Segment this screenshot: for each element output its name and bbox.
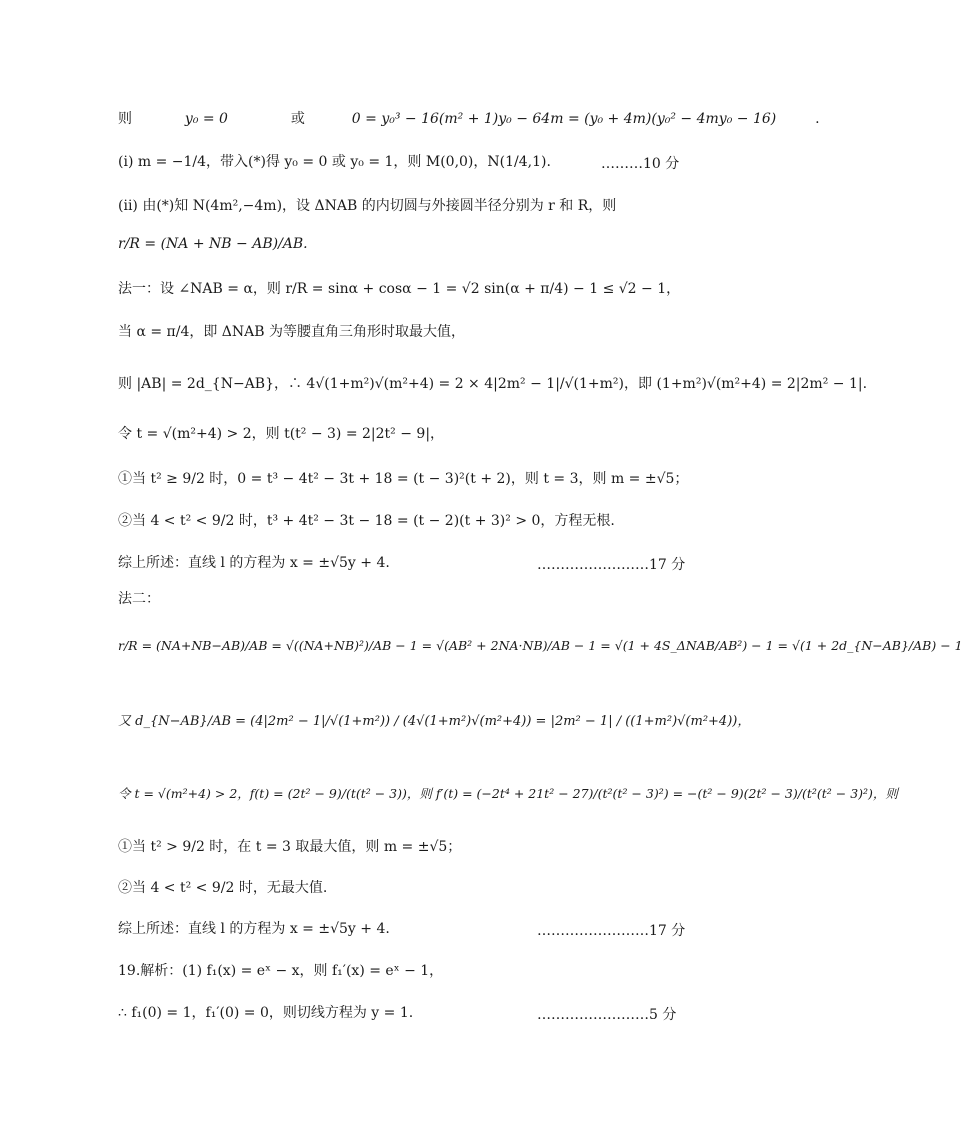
conclusion-1-text: 综上所述：直线 l 的方程为 x = ±√5y + 4.	[118, 555, 390, 571]
tangent-text: ∴ f₁(0) = 1，f₁′(0) = 0，则切线方程为 y = 1.	[118, 1005, 414, 1021]
subcase-3-text: ①当 t² > 9/2 时，在 t = 3 取最大值，则 m = ±√5；	[118, 839, 462, 855]
function-line	[118, 785, 898, 803]
score-10: ………10 分	[601, 156, 680, 172]
method-two-heading	[118, 590, 160, 608]
score-17-a: ……………………17 分	[537, 557, 686, 573]
score-17-b: ……………………17 分	[537, 923, 686, 939]
distance-ratio-text: 又 d_{N−AB}/AB = (4|2m² − 1|/√(1+m²)) / (4√(1+m²)√(m²+4)) = |2m² − 1| / ((1+m²)√(m²+4))，	[118, 714, 751, 729]
period: .	[815, 111, 820, 127]
subcase-1-text: ①当 t² ≥ 9/2 时，0 = t³ − 4t² − 3t + 18 = (t − 3)²(t + 2)，则 t = 3，则 m = ±√5；	[118, 471, 689, 487]
substitution-text: 令 t = √(m²+4) > 2，则 t(t² − 3) = 2|2t² − 9|，	[118, 426, 445, 442]
case-ii-line	[118, 197, 616, 215]
equation-line-1	[118, 110, 820, 128]
subcase-4-line	[118, 879, 327, 897]
subcase-4-text: ②当 4 < t² < 9/2 时，无最大值.	[118, 880, 328, 896]
conclusion-1-line	[118, 554, 390, 572]
method-one-line	[118, 280, 680, 298]
score-5: ……………………5 分	[537, 1007, 677, 1023]
method-two-text: 法二：	[118, 591, 160, 607]
method-two-derivation-text: r/R = (NA+NB−AB)/AB = √((NA+NB)²)/AB − 1 = √(AB² + 2NA·NB)/AB − 1 = √(1 + 4S_ΔNAB/AB²) − 1 = √(1 + 2d_{N−AB}/AB) − 1	[118, 638, 963, 653]
method-two-derivation	[118, 637, 963, 655]
ratio-definition	[118, 235, 308, 253]
case-i-text: (i) m = −1/4，带入(*)得 y₀ = 0 或 y₀ = 1，则 M(0,0)，N(1/4,1).	[118, 154, 551, 170]
case-i-line	[118, 153, 551, 171]
max-condition-line	[118, 323, 465, 341]
y0-equals-zero: y₀ = 0	[184, 111, 228, 127]
problem-19-line	[118, 962, 443, 980]
text-ze: 则	[118, 111, 132, 127]
subcase-1-line	[118, 470, 688, 488]
substitution-line	[118, 425, 444, 443]
conclusion-2-line	[118, 920, 390, 938]
function-text: 令 t = √(m²+4) > 2，f(t) = (2t² − 9)/(t(t² − 3))，则 f′(t) = (−2t⁴ + 21t² − 27)/(t²(t² − 3)²) = −(t² − 9)(2t² − 3)/(t²(t² − 3)²)，则	[118, 786, 898, 801]
ab-distance-line	[118, 375, 867, 393]
ratio-definition-text: r/R = (NA + NB − AB)/AB.	[118, 236, 308, 252]
text-or: 或	[290, 111, 305, 127]
conclusion-2-text: 综上所述：直线 l 的方程为 x = ±√5y + 4.	[118, 921, 390, 937]
problem-19-text: 19.解析：(1) f₁(x) = eˣ − x，则 f₁′(x) = eˣ − 1，	[118, 963, 444, 979]
cubic-equation: 0 = y₀³ − 16(m² + 1)y₀ − 64m = (y₀ + 4m)(y₀² − 4my₀ − 16)	[351, 111, 777, 127]
subcase-3-line	[118, 838, 461, 856]
distance-ratio-line	[118, 713, 750, 731]
method-one-text: 法一：设 ∠NAB = α，则 r/R = sinα + cosα − 1 = √2 sin(α + π/4) − 1 ≤ √2 − 1，	[118, 281, 681, 297]
subcase-2-line	[118, 512, 615, 530]
ab-distance-text: 则 |AB| = 2d_{N−AB}，∴ 4√(1+m²)√(m²+4) = 2 × 4|2m² − 1|/√(1+m²)，即 (1+m²)√(m²+4) = 2|2m² − 1|.	[118, 376, 868, 392]
max-condition-text: 当 α = π/4，即 ΔNAB 为等腰直角三角形时取最大值，	[118, 324, 466, 340]
case-ii-text: (ii) 由(*)知 N(4m²,−4m)，设 ΔNAB 的内切圆与外接圆半径分别为 r 和 R，则	[118, 198, 617, 214]
tangent-line	[118, 1004, 413, 1022]
subcase-2-text: ②当 4 < t² < 9/2 时，t³ + 4t² − 3t − 18 = (t − 2)(t + 3)² > 0，方程无根.	[118, 513, 615, 529]
